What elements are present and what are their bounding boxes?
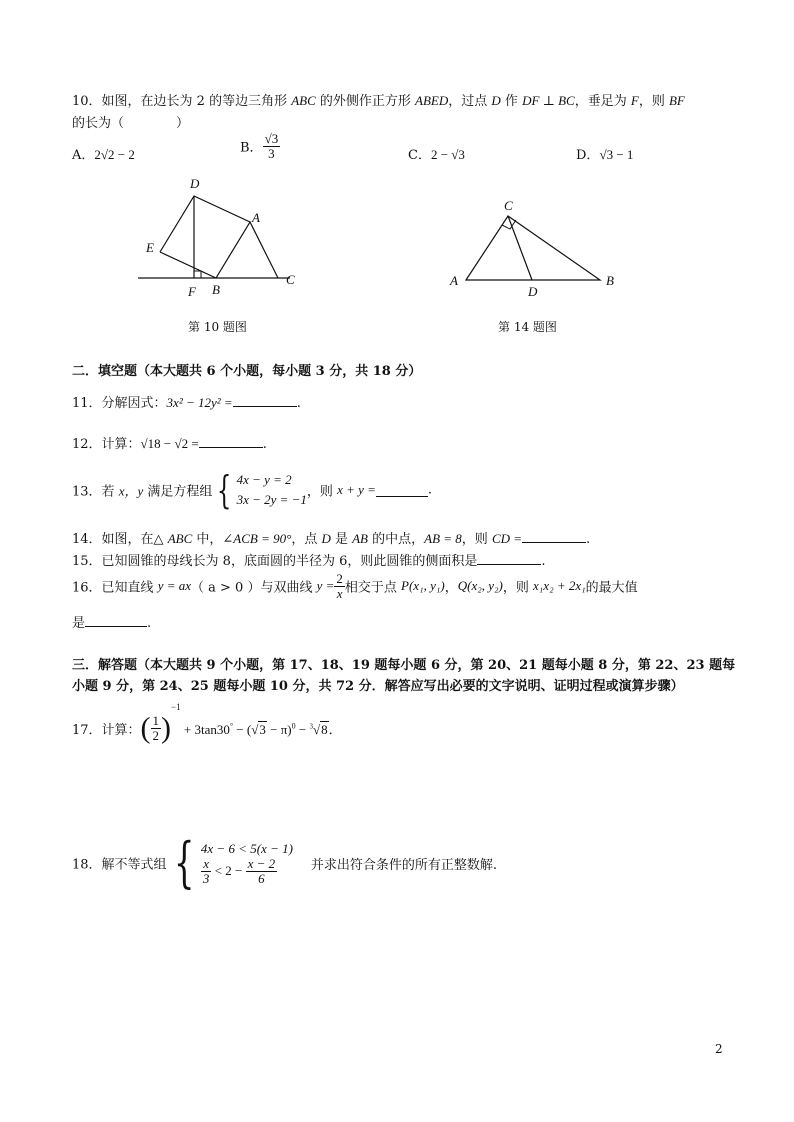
q10-stem-line1: 10．如图，在边长为 2 的等边三角形 ABC 的外侧作正方形 ABED，过点 D 作 DF ⊥ BC，垂足为 F，则 BF xyxy=(72,93,685,109)
q10-option-a: A．2√2 − 2 xyxy=(72,147,135,163)
q11-answer-blank[interactable] xyxy=(233,394,297,407)
fig14-label-b: B xyxy=(606,273,614,288)
q12-answer-blank[interactable] xyxy=(199,435,263,448)
q16-line2: 是 . xyxy=(72,616,152,631)
fig10-label-c: C xyxy=(286,272,295,287)
q13-answer-blank[interactable] xyxy=(376,484,428,497)
q13: 13．若 x，y 满足方程组 { 4x − y = 2 3x − 2y = −1，则 x + y = . xyxy=(72,468,433,512)
q12: 12．计算：√18 − √2 = . xyxy=(72,436,267,452)
q10-stem-line2: 的长为（ ） xyxy=(72,116,190,131)
fig10-label-d: D xyxy=(190,176,200,191)
fig10-label-f: F xyxy=(188,284,196,299)
fig10-label-b: B xyxy=(212,282,220,297)
section-3-title-line1: 三．解答题（本大题共 9 个小题，第 17、18、19 题每小题 6 分，第 20、21 题每小题 8 分，第 22、23 题每 xyxy=(72,658,736,673)
q17: 17．计算：( $\frac{1}{2}$ )$^{-1} + 3\tan 30^\circ - (√3 - \pi)^0 - ^3√8$． xyxy=(72,702,342,745)
fig10-label-e: E xyxy=(146,240,154,255)
q11: 11．分解因式：3x² − 12y² = . xyxy=(72,395,301,411)
q16-line1: 16．已知直线 y = ax（ a > 0 ）与双曲线 y = $\frac{2}{x}$ 相交于点 P(x₁, y₁)，Q(x₂, y₂)，则 x₁x₂ + 2x₁的最大值 xyxy=(72,571,638,601)
figure-10-caption: 第 10 题图 xyxy=(188,320,247,334)
q15: 15．已知圆锥的母线长为 8，底面圆的半径为 6，则此圆锥的侧面积是 . xyxy=(72,554,546,569)
section-3-title-line2: 小题 9 分，第 24、25 题每小题 10 分，共 72 分．解答应写出必要的文字说明、证明过程或演算步骤） xyxy=(72,679,684,694)
section-2-title: 二．填空题（本大题共 6 个小题，每小题 3 分，共 18 分） xyxy=(72,364,422,379)
q10-option-c: C．2 − √3 xyxy=(408,147,465,163)
q14: 14．如图，在△ ABC 中，∠ACB = 90°，点 D 是 AB 的中点，AB = 8，则 CD = . xyxy=(72,531,591,547)
fig14-label-d: D xyxy=(528,284,538,299)
fig14-label-c: C xyxy=(504,198,513,213)
q16-answer-blank[interactable] xyxy=(85,614,147,627)
q14-answer-blank[interactable] xyxy=(522,530,586,543)
figure-14 xyxy=(440,194,630,304)
q18: 18．解不等式组 { 4x − 6 < 5(x − 1) $\frac{x}{3}$ < 2 − $\frac{x - 2}{6}$ 并求出符合条件的所有正整数解. xyxy=(72,831,498,894)
fig10-label-a: A xyxy=(252,210,260,225)
q10-option-b: B． $\frac{√3}{3}$ xyxy=(240,131,279,161)
figure-14-caption: 第 14 题图 xyxy=(498,320,557,334)
q10-option-d: D．√3 − 1 xyxy=(576,147,634,163)
page-number: 2 xyxy=(715,1042,723,1056)
q15-answer-blank[interactable] xyxy=(477,552,541,565)
fig14-label-a: A xyxy=(450,273,458,288)
figure-10 xyxy=(130,172,310,302)
